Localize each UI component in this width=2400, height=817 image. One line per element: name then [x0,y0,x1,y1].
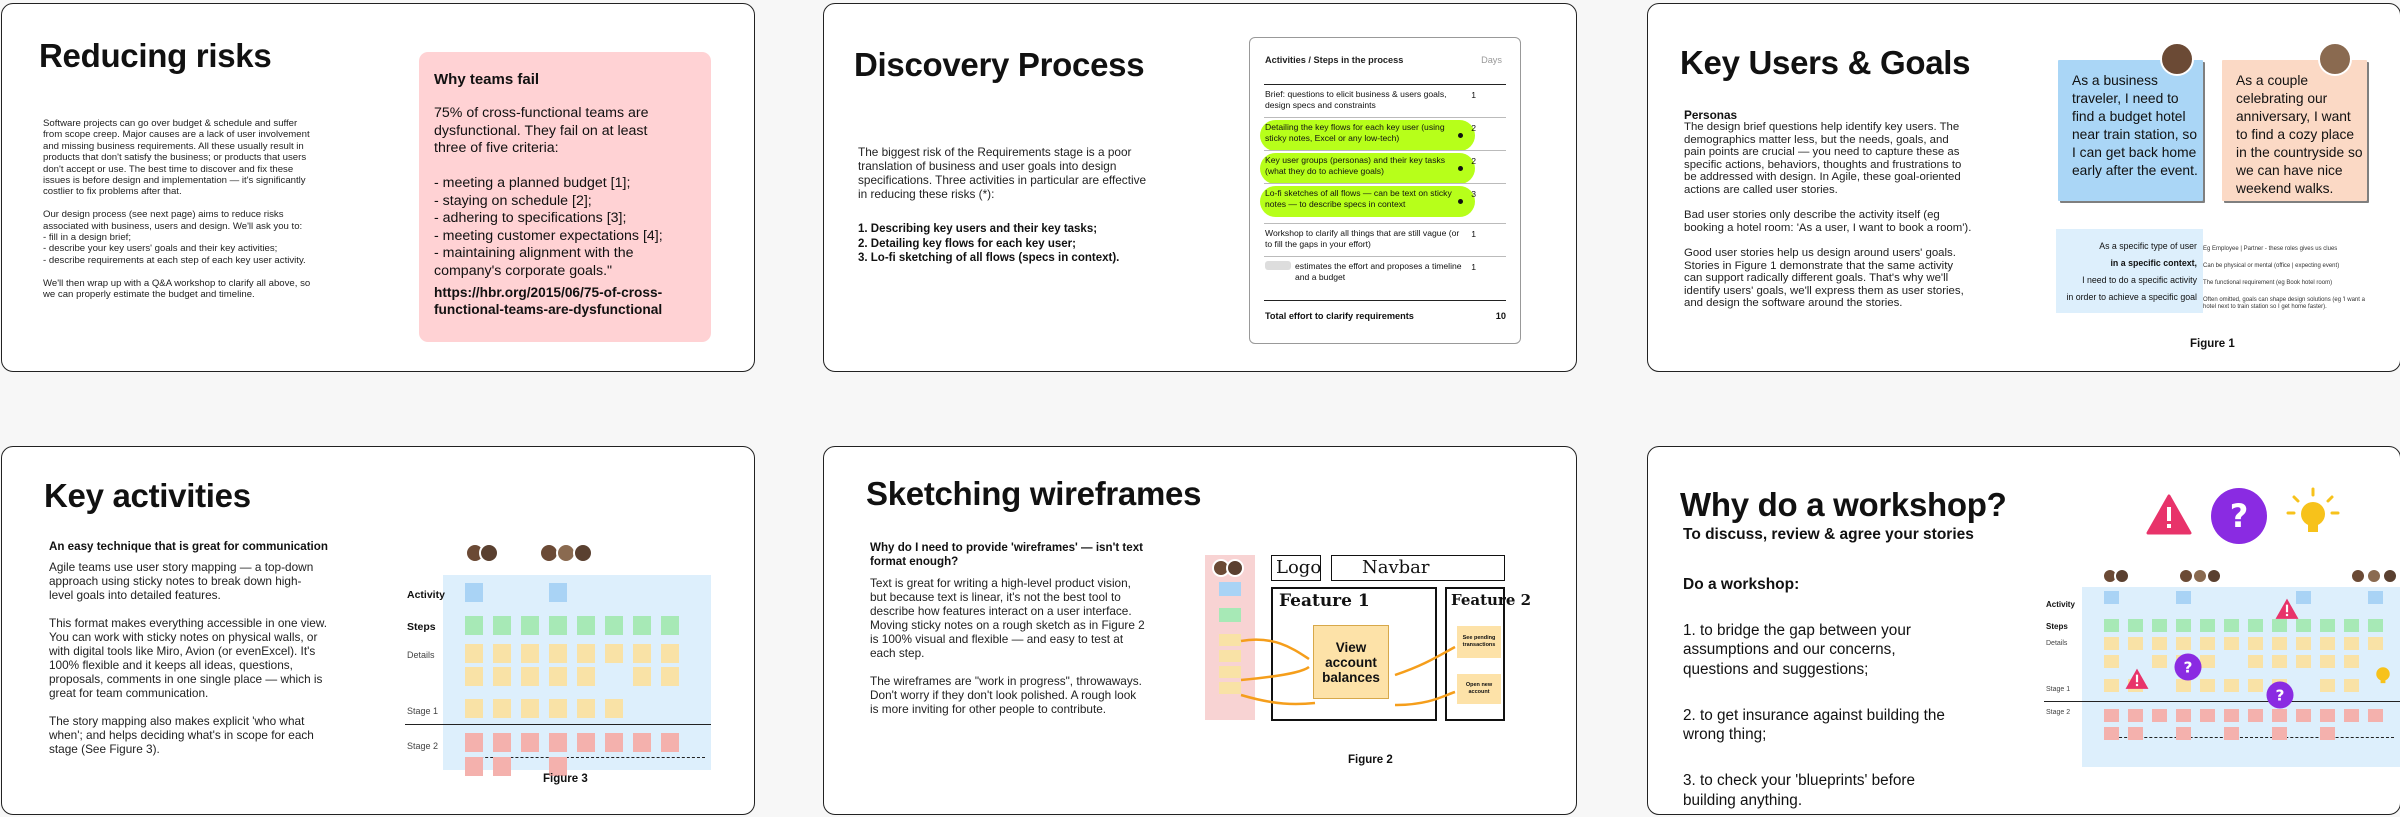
table-row: Detailing the key flows for each key user (using sticky notes, Excel or any low-tech) 2 [1264,117,1506,150]
sticky-note [633,667,651,686]
slide-subtitle: To discuss, review & agree your stories [1683,526,1974,543]
story-line: in a specific context, [2110,258,2197,268]
sticky-note [2224,709,2239,722]
sticky-note [2200,619,2215,632]
sticky-note [549,733,567,752]
avatar [2382,568,2398,584]
table-row: estimates the effort and proposes a timeline and a budget 1 [1264,256,1506,296]
sticky-note [465,667,483,686]
sticky-note [2320,727,2335,740]
sticky-note [2176,591,2191,604]
avatar [2318,42,2352,76]
sticky-note [577,699,595,718]
sticky-note [2128,637,2143,650]
list-item: 2. to get insurance against building the wrong thing; [1683,706,1945,743]
sticky-note [2272,655,2287,668]
wireframe-sketch [1205,555,1532,725]
sticky-note [2272,727,2287,740]
box-body: 75% of cross-functional teams are dysfunctional. They fail on at least three of five criteria: - meeting a planned budget [1]; - staying on schedule [2]; - adhering to specifications [3]; - meeting customer expectations [4]; - maintaining alignment with the company's corporate goals." [434,105,663,279]
box-heading: Why teams fail [434,71,540,88]
slide-title: Why do a workshop? [1680,486,2007,523]
sticky-note [2320,655,2335,668]
why-teams-fail-box [419,52,711,342]
row-label: Details [2046,640,2068,647]
sticky-pending: See pending transactions [1457,626,1501,658]
sticky-note [2104,655,2119,668]
sticky-note [493,667,511,686]
table-row: Key user groups (personas) and their key tasks (what they do to achieve goals) 2 [1264,150,1506,183]
svg-text:?: ? [2229,497,2249,535]
sticky-note [465,644,483,663]
row-label: Activity [2046,600,2075,609]
avatar [2350,568,2366,584]
story-template-box [2056,229,2203,313]
avatar [2160,42,2194,76]
sticky-note-business-traveler: As a business traveler, I need to find a budget hotel near train station, so I can get back home early after the event. [2058,60,2203,201]
story-map-mini [2044,567,2400,767]
sticky-note [2320,709,2335,722]
sticky-note [465,733,483,752]
sticky-note [2296,709,2311,722]
sticky-note [2248,637,2263,650]
sticky-note [465,583,483,602]
slide-body: Text is great for writing a high-level product vision, but because text is linear, it's not the best tool to describe how features interact on a user interface. Moving sticky notes on a rough sketch as in Figure 2 is 100% visual and flexible — and easy to test at each step. The wireframes are "work in progress", throwaways. Don't worry if they don't look polished. A rough look is more inviting for other people to contribute. [870,576,1145,716]
sticky-note [2224,637,2239,650]
sticky-note [521,644,539,663]
sticky-view-balances: View account balances [1313,625,1389,699]
sticky-note [577,644,595,663]
sticky-note [2224,679,2239,692]
feature1-label: Feature 1 [1279,591,1370,611]
row-label: Stage 2 [407,741,439,751]
slide-body: The design brief questions help identify key users. The demographics matter less, but the needs, goals, and pain points are crucial — you need to capture these as specific actions, behaviors, thoughts and frustrations to be addressed with design. In Agile, these goal-oriented actions are called user stories. Bad user stories only describe the activity itself (eg booking a hotel room: 'As a user, I want to book a room'). Good user stories help us design around users' goals. Stories in Figure 1 demonstrate that the same activity can support radically different goals. That's why we'll identify users' goals, we'll express them as user stories, and design the software around the stories. [1684,121,1972,310]
sticky-note [2296,637,2311,650]
slide-body: Agile teams use user story mapping — a top-down approach using sticky notes to break down high- level goals into detailed features. This format makes everything accessible in one view. You can work with sticky notes on physical walls, or with digital tools like Miro, Avion (or evenExcel). It's 100% flexible and it keeps all ideas, questions, proposals, comments in one single place — which is great for team communication. The story mapping also makes explicit 'who what when'; and helps deciding what's in scope for each stage (See Figure 3). [49,560,328,756]
sticky-note [2104,727,2119,740]
row-label: Stage 1 [407,706,439,716]
list-item: 2. Detailing key flows for each key user; [858,237,1076,250]
personas-heading: Personas [1684,108,1738,122]
story-note: Can be physical or mental (office | expecting event) [2203,263,2340,269]
sticky-note [2128,727,2143,740]
warning-icon [2124,667,2150,691]
sticky-note [2296,655,2311,668]
sticky-note [2200,637,2215,650]
sticky-note [633,733,651,752]
avatar [2114,568,2130,584]
sticky-note [2344,679,2359,692]
figure-caption: Figure 3 [543,773,588,785]
sticky-note [549,583,567,602]
sticky-note [2104,637,2119,650]
sticky-note [549,667,567,686]
table-row: Lo-fi sketches of all flows — can be text on sticky notes — to describe specs in context 3 [1264,183,1506,216]
svg-text:?: ? [2183,658,2193,677]
sticky-note [661,667,679,686]
sticky-note [605,733,623,752]
row-label: Steps [407,621,436,633]
sticky-note [465,699,483,718]
feature2-label: Feature 2 [1451,591,1532,609]
arrows [1205,555,1505,725]
redacted-name [1265,261,1291,270]
sticky-note [549,616,567,635]
sticky-note [549,644,567,663]
sticky-note-couple: As a couple celebrating our anniversary, I want to find a cozy place in the countryside so we can have nice weekend walks. [2222,60,2367,201]
sticky-note [605,644,623,663]
avatar [479,543,499,563]
svg-text:?: ? [2275,686,2285,705]
sticky-note [2344,619,2359,632]
sticky-note [2272,709,2287,722]
sticky-note [2368,591,2383,604]
sticky-note [2320,679,2335,692]
sticky-note [2344,709,2359,722]
sticky-note [2152,619,2167,632]
story-line: I need to do a specific activity [2082,275,2197,285]
warning-icon [2274,597,2300,621]
slide-title: Key activities [44,477,251,514]
story-line: in order to achieve a specific goal [2066,292,2197,302]
sticky-note [549,699,567,718]
sticky-note [2320,637,2335,650]
slide-why-workshop [1647,446,2400,815]
sticky-note [661,616,679,635]
table-row: Brief: questions to elicit business & users goals, design specs and constraints 1 [1264,84,1506,117]
slide-reducing-risks [1,3,755,372]
sticky-note [2248,679,2263,692]
sticky-note [521,733,539,752]
sticky-note [465,757,483,776]
list-item: 1. Describing key users and their key tasks; [858,223,1098,235]
story-note: Often omitted, goals can shape design solutions (eg 'I want a hotel next to train station so I get home faster). [2203,297,2365,310]
sticky-note [2104,591,2119,604]
sticky-note [577,733,595,752]
sticky-note [493,733,511,752]
sticky-note [493,757,511,776]
slide-subtitle: An easy technique that is great for communication [49,540,328,553]
scope-line [2104,737,2394,738]
sticky-note [633,644,651,663]
avatar [2206,568,2222,584]
process-table [1249,37,1521,344]
sticky-note [577,616,595,635]
sticky-note [493,699,511,718]
story-note: Eg Employee | Partner - these roles gives us clues [2203,246,2338,252]
sticky-note [521,616,539,635]
sticky-open-account: Open new account [1457,674,1501,704]
avatar [2366,568,2382,584]
list-item: 1. to bridge the gap between your assumptions and our concerns, questions and suggestions; [1683,621,1911,678]
slide-title: Key Users & Goals [1680,44,1971,81]
stage-divider [2044,701,2400,702]
list-item: 3. to check your 'blueprints' before building anything. [1683,772,1916,809]
sticky-note [2176,637,2191,650]
sticky-note [2224,619,2239,632]
table-header: Activities / Steps in the process [1265,55,1404,65]
sticky-note [2176,727,2191,740]
sticky-note [633,616,651,635]
row-label: Stage 2 [2046,709,2071,716]
sticky-note [2368,619,2383,632]
sticky-note [465,616,483,635]
total-row: Total effort to clarify requirements 10 [1264,300,1506,330]
slide-title: Sketching wireframes [866,475,1202,512]
source-link[interactable]: https://hbr.org/2015/06/75-of-cross-functional-teams-are-dysfunctional [434,285,663,317]
sticky-note [521,667,539,686]
sticky-note [2320,619,2335,632]
sticky-note [493,644,511,663]
sticky-note [2248,655,2263,668]
slide-subtitle: Why do I need to provide 'wireframes' — isn't text format enough? [870,541,1144,568]
sticky-note [2176,709,2191,722]
list-heading: Do a workshop: [1683,576,1800,593]
sticky-note [2128,709,2143,722]
figure-caption: Figure 2 [1348,754,1393,766]
sticky-note [2248,619,2263,632]
sticky-note [2152,637,2167,650]
slide-sketching-wireframes [823,446,1577,815]
avatar [573,543,593,563]
row-label: Details [407,650,435,660]
question-icon [2174,653,2202,681]
sticky-note [605,699,623,718]
sticky-note [2152,655,2167,668]
lightbulb-icon [2286,487,2340,541]
slide-title: Discovery Process [854,46,1145,83]
sticky-note [2104,709,2119,722]
stage-divider [405,724,711,725]
days-header: Days [1481,55,1502,65]
warning-icon [2146,493,2192,537]
sticky-note [2200,709,2215,722]
sticky-note [2344,655,2359,668]
sticky-note [493,616,511,635]
row-label: Steps [2046,622,2068,631]
slide-body: Software projects can go over budget & schedule and suffer from scope creep. Major causes are a lack of user involvement and missing business requirements. All these usually result in products that don't satisfy the business; or products that users don't accept or use. The best time to discover and fix these issues is before design and implementation — it's significantly costlier to fix problems after that. Our design process (see next page) aims to reduce risks associated with business, users and design. We'll ask you to: - fill in a design brief; - describe your key users' goals and their key activities; - describe requirements at each step of each key user activity. We'll then wrap up with a Q&A workshop to clarify all above, so we can properly estimate the budget and timeline. [43,118,311,301]
sticky-note [521,699,539,718]
sticky-note [661,644,679,663]
sticky-note [2200,679,2215,692]
table-row: Workshop to clarify all things that are still vague (or to fill the gaps in your effort) 1 [1264,223,1506,256]
sticky-note [2200,655,2215,668]
sticky-note [2272,637,2287,650]
figure-caption: Figure 1 [2190,338,2235,350]
sticky-note [2344,637,2359,650]
sticky-note [661,733,679,752]
logo-sketch: Logo [1271,555,1321,581]
slide-title: Reducing risks [39,37,272,74]
sticky-note [2176,619,2191,632]
sticky-note [2104,679,2119,692]
sticky-note [2368,709,2383,722]
sticky-note [577,667,595,686]
question-icon [2266,681,2294,709]
sticky-note [2104,619,2119,632]
question-icon [2210,487,2268,545]
slide-discovery-process [823,3,1577,372]
sticky-note [605,616,623,635]
row-label: Stage 1 [2046,686,2071,693]
list-item: 3. Lo-fi sketching of all flows (specs in context). [858,252,1120,264]
slide-intro: The biggest risk of the Requirements stage is a poor translation of business and user goals into design specifications. Three activities in particular are effective in reducing these risks (*): [858,145,1147,201]
navbar-sketch: Navbar [1331,555,1505,581]
lightbulb-icon [2370,661,2396,687]
story-map [405,543,713,775]
sticky-note [2368,637,2383,650]
sticky-note [2152,709,2167,722]
sticky-note [2128,619,2143,632]
slide-key-users-goals [1647,3,2400,372]
sticky-note [2224,727,2239,740]
workshop-list [1683,601,1983,815]
row-label: Activity [407,589,445,601]
story-line: As a specific type of user [2099,241,2197,251]
slide-key-activities [1,446,755,815]
story-note: The functional requirement (eg Book hotel room) [2203,280,2333,286]
process-list [858,222,1119,266]
sticky-note [2248,709,2263,722]
